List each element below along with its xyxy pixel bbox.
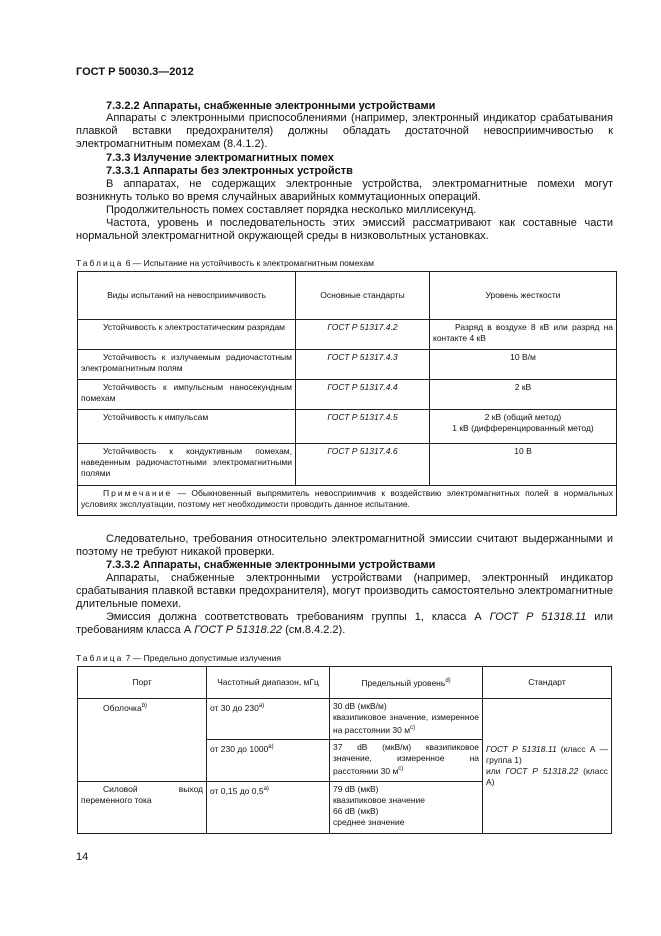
table7-caption: Таблица 7 — Предельно допустимые излучения bbox=[76, 653, 281, 663]
table6-cell-level bbox=[430, 410, 617, 444]
paragraph-7331-3: Частота, уровень и последовательность этих эмиссий рассматривают как составные части нормальной электромагнитной окружающей среды в низковольтных установках. bbox=[76, 217, 613, 242]
table6-cell-level: 10 В bbox=[430, 444, 617, 486]
table6-cell-standard: ГОСТ Р 51317.4.4 bbox=[296, 380, 430, 410]
table-row bbox=[78, 410, 617, 444]
table7-cell-frequency: от 30 до 230$^{a)}$ bbox=[207, 699, 330, 740]
table7-header-port: Порт bbox=[78, 667, 207, 699]
paragraph-7332-1: Аппараты, снабженные электронными устройствами (например, электронный индикатор срабатывания плавкой вставки предохранителя), могут производить самостоятельно электромагнитные длительные помехи. bbox=[76, 572, 613, 610]
table6-level-line-2: 1 кВ (дифференцированный метод) bbox=[452, 423, 594, 433]
table7-cell-limit: 37 dB (мкВ/м) квазипиковое значение, измеренное на расстоянии 30 $м^{c)}$ bbox=[330, 740, 483, 782]
section-text-7322: Аппараты с электронными приспособлениями (например, электронный индикатор срабатывания плавкой вставки предохранителя) должны обладать достаточной невосприимчивостью к электромагнитным помехам (8.4.1.2). bbox=[76, 112, 613, 150]
table7-header-frequency: Частотный диапазон, мГц bbox=[207, 667, 330, 699]
paragraph-7331-2: Продолжительность помех составляет порядка несколько миллисекунд. bbox=[106, 204, 477, 216]
table-row bbox=[78, 380, 617, 410]
table-row bbox=[78, 699, 612, 740]
table6-cell-standard: ГОСТ Р 51317.4.2 bbox=[296, 320, 430, 350]
page-number: 14 bbox=[76, 851, 89, 863]
table7-cell-port: Оболочка$^{b)}$ bbox=[78, 699, 207, 782]
table6-header-level: Уровень жесткости bbox=[430, 272, 617, 320]
table6-cell-type: Устойчивость к излучаемым радиочастотным электромагнитным полям bbox=[78, 350, 296, 380]
table6-cell-standard: ГОСТ Р 51317.4.5 bbox=[296, 410, 430, 444]
table7-header-limit: Предельный уровень$^{d)}$ bbox=[330, 667, 483, 699]
table6-cell-level: Разряд в воздухе 8 кВ или разряд на контакте 4 кВ bbox=[430, 320, 617, 350]
section-title-7322: 7.3.2.2 Аппараты, снабженные электронными устройствами bbox=[106, 100, 436, 112]
table-row bbox=[78, 350, 617, 380]
table7-cell-frequency: от 0,15 до 0,5$^{a)}$ bbox=[207, 782, 330, 834]
table-7 bbox=[77, 666, 612, 834]
section-title-7332: 7.3.3.2 Аппараты, снабженные электронными устройствами bbox=[106, 559, 436, 571]
document-header: ГОСТ Р 50030.3—2012 bbox=[76, 66, 194, 78]
table-6 bbox=[77, 271, 617, 516]
table6-header-type: Виды испытаний на невосприимчивость bbox=[78, 272, 296, 320]
paragraph-7332-2: Эмиссия должна соответствовать требованиям группы 1, класса А ГОСТ Р 51318.11 или требованиям класса А ГОСТ Р 51318.22 (см.8.4.2.2). bbox=[76, 611, 613, 636]
paragraph-after-table6: Следовательно, требования относительно электромагнитной эмиссии считают выдержанными и поэтому не требуют никакой проверки. bbox=[76, 533, 613, 558]
table7-cell-limit: 79 dB (мкВ) квазипиковое значение 66 dB (мкВ) среднее значение bbox=[330, 782, 483, 834]
table6-cell-type: Устойчивость к кондуктивным помехам, наведенным радиочастотными электромагнитными полями bbox=[78, 444, 296, 486]
table6-note-row bbox=[78, 486, 617, 516]
table-row bbox=[78, 444, 617, 486]
table7-cell-standard: ГОСТ Р 51318.11 (класс А — группа 1) или ГОСТ Р 51318.22 (класс А) bbox=[483, 699, 612, 834]
paragraph-7331-1: В аппаратах, не содержащих электронные устройства, электромагнитные помехи могут возникнуть только во время случайных аварийных коммутационных операций. bbox=[76, 178, 613, 203]
table6-cell-type: Устойчивость к импульсным наносекундным помехам bbox=[78, 380, 296, 410]
section-title-7331: 7.3.3.1 Аппараты без электронных устройств bbox=[106, 165, 353, 177]
section-title-733: 7.3.3 Излучение электромагнитных помех bbox=[106, 152, 334, 164]
table6-caption: Таблица 6 — Испытание на устойчивость к электромагнитным помехам bbox=[76, 258, 375, 268]
table7-cell-frequency: от 230 до 1000$^{a)}$ bbox=[207, 740, 330, 782]
table6-cell-standard: ГОСТ Р 51317.4.6 bbox=[296, 444, 430, 486]
table7-cell-port: Силовой выход переменного тока bbox=[78, 782, 207, 834]
table6-note: Примечание — Обыкновенный выпрямитель невосприимчив к воздействию электромагнитных полей в нормальных условиях эксплуатации, поэтому нет необходимости проводить данное испытание. bbox=[78, 486, 617, 516]
table6-header-standard: Основные стандарты bbox=[296, 272, 430, 320]
table-row bbox=[78, 320, 617, 350]
table6-cell-standard: ГОСТ Р 51317.4.3 bbox=[296, 350, 430, 380]
table6-cell-type: Устойчивость к импульсам bbox=[78, 410, 296, 444]
table7-header-standard: Стандарт bbox=[483, 667, 612, 699]
table6-cell-level: 10 В/м bbox=[430, 350, 617, 380]
table7-cell-limit: 30 dB (мкВ/м) квазипиковое значение, измеренное на расстоянии 30 $м^{c)}$ bbox=[330, 699, 483, 740]
table6-level-line-1: 2 кВ (общий метод) bbox=[484, 412, 562, 422]
table6-cell-level: 2 кВ bbox=[430, 380, 617, 410]
table6-cell-type: Устойчивость к электростатическим разрядам bbox=[78, 320, 296, 350]
